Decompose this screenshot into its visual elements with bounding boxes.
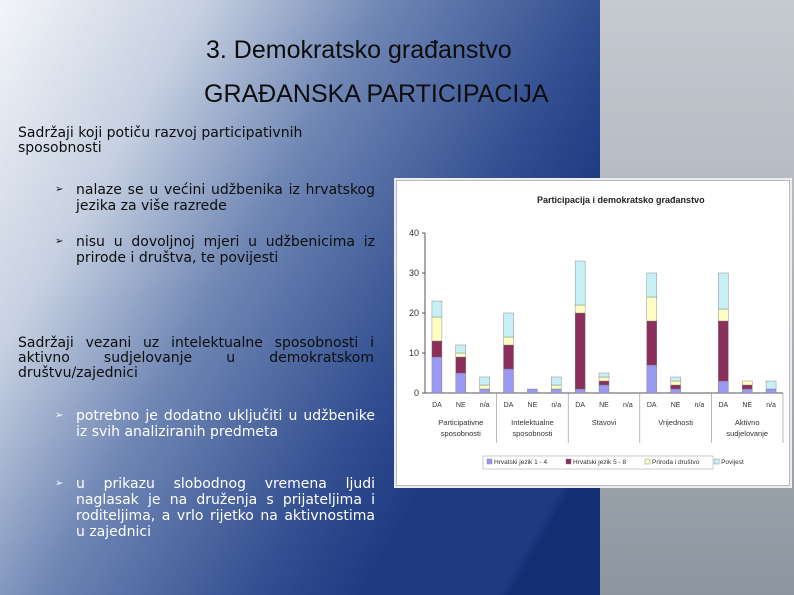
bar-segment-3 <box>480 385 490 389</box>
group-label: Vrijednosti <box>658 418 693 427</box>
bar-segment-1 <box>551 389 561 393</box>
bar-segment-3 <box>671 381 681 385</box>
x-tick-label: n/a <box>551 402 562 409</box>
x-tick-label: DA <box>718 402 729 409</box>
slide-title: 3. Demokratsko građanstvo <box>206 36 512 64</box>
bar-segment-4 <box>432 301 442 317</box>
section1-bullet-2: ➢ nisu u dovoljnoj mjeri u udžbenicima iz prirode i društva, te povijesti <box>55 234 375 266</box>
x-tick-label: NE <box>599 402 609 409</box>
group-label: Participativne <box>438 418 484 427</box>
bar-segment-4 <box>718 273 728 309</box>
bar-segment-1 <box>527 389 537 393</box>
section1-bullet-1: ➢ nalaze se u većini udžbenika iz hrvatskog jezika za više razrede <box>55 182 375 214</box>
group-label: sudjelovanje <box>726 429 769 438</box>
x-tick-label: NE <box>527 402 538 409</box>
bar-segment-2 <box>647 321 657 365</box>
y-tick-label: 0 <box>413 388 419 398</box>
bar-segment-4 <box>766 381 776 389</box>
bar-segment-4 <box>551 377 561 385</box>
legend-label-2: Hrvatski jezik 5 - 8 <box>573 459 627 466</box>
bar-segment-1 <box>647 365 657 393</box>
bar-segment-1 <box>671 389 681 393</box>
x-tick-label: n/a <box>694 402 705 409</box>
bar-segment-3 <box>575 305 585 313</box>
bar-segment-1 <box>456 373 466 393</box>
bar-segment-3 <box>432 317 442 341</box>
legend-swatch-1 <box>487 459 492 464</box>
bar-segment-3 <box>742 381 752 385</box>
y-tick-label: 40 <box>408 228 419 238</box>
bar-segment-1 <box>480 389 490 393</box>
bar-segment-3 <box>504 337 514 345</box>
bar-segment-4 <box>671 377 681 381</box>
bar-segment-1 <box>718 381 728 393</box>
bar-segment-3 <box>718 309 728 321</box>
bar-segment-1 <box>599 385 609 393</box>
x-tick-label: DA <box>503 402 514 409</box>
bullet-arrow-icon: ➢ <box>55 478 64 489</box>
y-tick-label: 30 <box>408 268 419 278</box>
x-tick-label: n/a <box>479 402 490 409</box>
chart-title: Participacija i demokratsko građanstvo <box>537 195 705 205</box>
bullet-arrow-icon: ➢ <box>55 184 64 195</box>
legend-label-4: Povijest <box>721 459 744 466</box>
x-tick-label: DA <box>646 402 657 409</box>
bar-segment-1 <box>504 369 514 393</box>
chart-panel <box>396 180 790 486</box>
bar-segment-2 <box>456 357 466 373</box>
group-label: Intelektualne <box>511 418 554 427</box>
slide-subtitle: GRAĐANSKA PARTICIPACIJA <box>204 80 549 108</box>
bar-segment-2 <box>671 385 681 389</box>
bar-segment-1 <box>742 389 752 393</box>
group-label: Aktivno <box>734 418 760 427</box>
bar-segment-4 <box>504 313 514 337</box>
legend-label-1: Hrvatski jezik 1 - 4 <box>494 459 548 466</box>
legend-swatch-3 <box>645 459 650 464</box>
bar-segment-2 <box>432 341 442 357</box>
bar-segment-2 <box>718 321 728 381</box>
bar-segment-1 <box>432 357 442 393</box>
x-tick-label: n/a <box>622 402 633 409</box>
x-tick-label: NE <box>670 402 681 409</box>
bar-segment-4 <box>599 373 609 377</box>
bar-segment-3 <box>647 297 657 321</box>
y-tick-label: 10 <box>408 348 419 358</box>
section2-heading: Sadržaji vezani uz intelektualne sposobnosti i aktivno sudjelovanje u demokratskom društvu/zajednici <box>18 335 374 381</box>
legend-swatch-2 <box>566 459 571 464</box>
group-label: Stavovi <box>591 418 617 427</box>
x-tick-label: n/a <box>766 402 776 409</box>
bar-segment-2 <box>599 381 609 385</box>
bar-segment-1 <box>766 389 776 393</box>
bar-segment-3 <box>599 377 609 381</box>
bar-segment-4 <box>480 377 490 385</box>
bar-segment-4 <box>456 345 466 353</box>
bar-segment-1 <box>575 389 585 393</box>
bar-segment-2 <box>575 313 585 389</box>
section2-bullet-2: ➢ u prikazu slobodnog vremena ljudi naglasak je na druženja s prijateljima i roditeljima, a vrlo rijetko na aktivnostima u zajednici <box>55 476 375 540</box>
x-tick-label: NE <box>742 402 753 409</box>
legend-label-3: Priroda i društvo <box>652 459 700 466</box>
bullet-arrow-icon: ➢ <box>55 236 64 247</box>
group-label: sposobnosti <box>440 429 481 438</box>
section1-heading: Sadržaji koji potiču razvoj participativnih sposobnosti <box>18 125 303 156</box>
bar-segment-3 <box>456 353 466 357</box>
stacked-bar-chart <box>397 181 789 485</box>
x-tick-label: DA <box>575 402 586 409</box>
bar-segment-4 <box>647 273 657 297</box>
legend-swatch-4 <box>714 459 719 464</box>
group-label: sposobnosti <box>512 429 553 438</box>
bullet-arrow-icon: ➢ <box>55 410 64 421</box>
bar-segment-2 <box>504 345 514 369</box>
bar-segment-4 <box>575 261 585 305</box>
bar-segment-3 <box>551 385 561 389</box>
bar-segment-2 <box>742 385 752 389</box>
x-tick-label: DA <box>432 402 442 409</box>
section2-bullet-1: ➢ potrebno je dodatno uključiti u udžbenike iz svih analiziranih predmeta <box>55 408 375 440</box>
y-tick-label: 20 <box>408 308 419 318</box>
x-tick-label: NE <box>455 402 466 409</box>
